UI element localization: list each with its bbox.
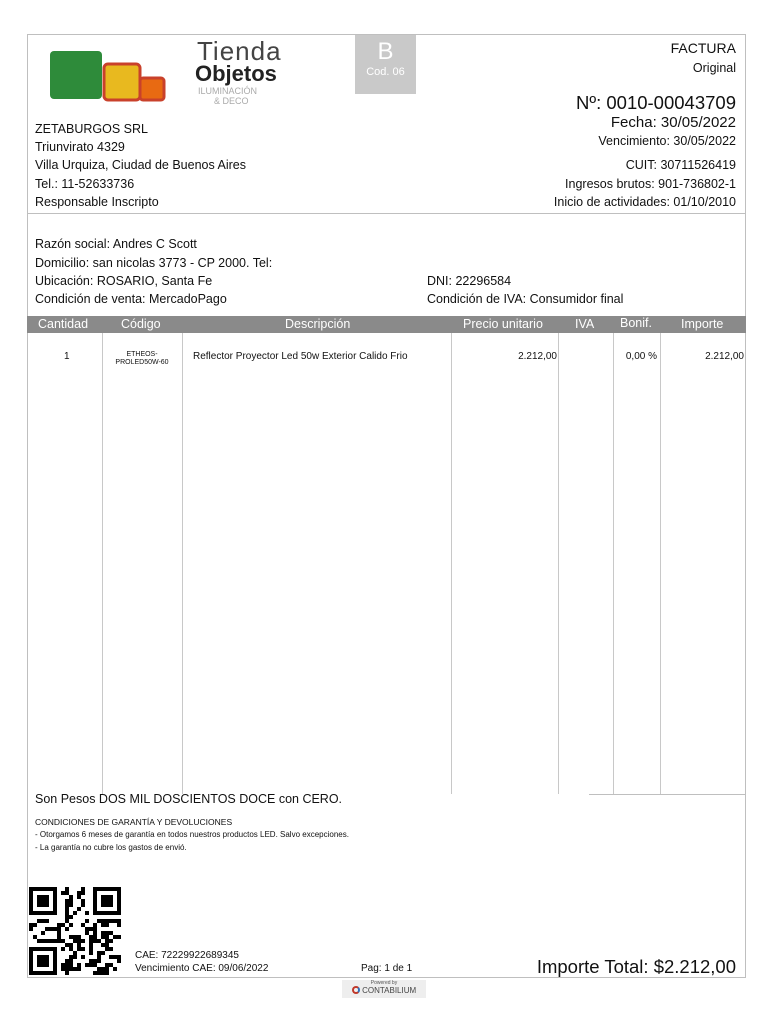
row-discount: 0,00 % bbox=[625, 351, 657, 362]
seller-city: Villa Urquiza, Ciudad de Buenos Aires bbox=[35, 158, 247, 172]
col-description-header: Descripción bbox=[285, 317, 351, 331]
doc-copy: Original bbox=[692, 61, 736, 75]
conditions-line1: - Otorgamos 6 meses de garantía en todos nuestros productos LED. Salvo excepciones. bbox=[35, 830, 349, 839]
invoice-date: Fecha: 30/05/2022 bbox=[610, 114, 736, 131]
customer-dni: DNI: 22296584 bbox=[427, 274, 512, 288]
seller-tax-status: Responsable Inscripto bbox=[35, 195, 159, 209]
cae-due: Vencimiento CAE: 09/06/2022 bbox=[135, 963, 269, 974]
seller-activity-start: Inicio de actividades: 01/10/2010 bbox=[553, 195, 736, 209]
col-divider bbox=[102, 333, 103, 794]
col-divider bbox=[660, 333, 661, 794]
company-logo bbox=[47, 36, 287, 110]
qr-code-icon bbox=[29, 887, 121, 975]
customer-address: Domicilio: san nicolas 3773 - CP 2000. Tel: bbox=[35, 256, 273, 270]
row-quantity: 1 bbox=[64, 351, 70, 362]
doc-type: FACTURA bbox=[670, 40, 736, 56]
logo-brand-line4: & DECO bbox=[214, 96, 249, 106]
row-description: Reflector Proyector Led 50w Exterior Calido Frio bbox=[193, 351, 408, 362]
contabilium-badge bbox=[342, 980, 426, 998]
contabilium-logo-icon bbox=[352, 986, 360, 994]
cae-number: CAE: 72229922689345 bbox=[135, 950, 239, 961]
col-divider bbox=[613, 333, 614, 794]
customer-vat-condition: Condición de IVA: Consumidor final bbox=[427, 292, 624, 306]
contabilium-wordmark bbox=[342, 986, 426, 996]
col-divider bbox=[182, 333, 183, 794]
contabilium-name: CONTABILIUM bbox=[362, 986, 417, 995]
col-divider bbox=[451, 333, 452, 794]
table-bottom-line bbox=[589, 794, 746, 795]
conditions-title: CONDICIONES DE GARANTÍA Y DEVOLUCIONES bbox=[35, 817, 233, 827]
items-table-header bbox=[27, 316, 746, 333]
invoice-letter: B bbox=[377, 38, 394, 65]
powered-by-label: Powered by bbox=[370, 980, 398, 986]
invoice-letter-box bbox=[355, 35, 416, 94]
logo-brand-line3: ILUMINACIÓN bbox=[198, 86, 258, 96]
row-code-line1: ETHEOS- bbox=[126, 351, 158, 358]
row-code-line2: PROLED50W-60 bbox=[115, 359, 169, 366]
seller-name: ZETABURGOS SRL bbox=[35, 122, 148, 136]
col-divider bbox=[558, 333, 559, 794]
seller-gross-income: Ingresos brutos: 901-736802-1 bbox=[565, 177, 736, 191]
seller-phone: Tel.: 11-52633736 bbox=[35, 177, 135, 191]
logo-brand-line2: Objetos bbox=[195, 61, 277, 86]
divider bbox=[27, 213, 746, 214]
customer-location: Ubicación: ROSARIO, Santa Fe bbox=[35, 274, 213, 288]
invoice-due: Vencimiento: 30/05/2022 bbox=[598, 134, 736, 148]
logo-brand-line1: Tienda bbox=[197, 36, 282, 66]
col-amount-header: Importe bbox=[681, 317, 724, 331]
col-code-header: Código bbox=[121, 317, 161, 331]
total-amount: Importe Total: $2.212,00 bbox=[536, 956, 736, 977]
invoice-number: Nº: 0010-00043709 bbox=[575, 92, 736, 113]
seller-address: Triunvirato 4329 bbox=[35, 140, 125, 154]
seller-cuit: CUIT: 30711526419 bbox=[625, 158, 736, 172]
col-quantity-header: Cantidad bbox=[38, 317, 89, 331]
col-discount-header: Bonif. bbox=[620, 316, 652, 330]
customer-sale-condition: Condición de venta: MercadoPago bbox=[35, 292, 227, 306]
row-amount: 2.212,00 bbox=[705, 351, 744, 362]
row-unit-price: 2.212,00 bbox=[518, 351, 557, 362]
col-vat-header: IVA bbox=[575, 317, 595, 331]
page-number: Pag: 1 de 1 bbox=[361, 963, 413, 974]
col-unit-price-header: Precio unitario bbox=[463, 317, 543, 331]
amount-in-words: Son Pesos DOS MIL DOSCIENTOS DOCE con CERO. bbox=[35, 792, 343, 806]
invoice-code: Cod. 06 bbox=[366, 66, 405, 78]
conditions-line2: - La garantía no cubre los gastos de envió. bbox=[35, 843, 187, 852]
customer-business-name: Razón social: Andres C Scott bbox=[35, 237, 197, 251]
